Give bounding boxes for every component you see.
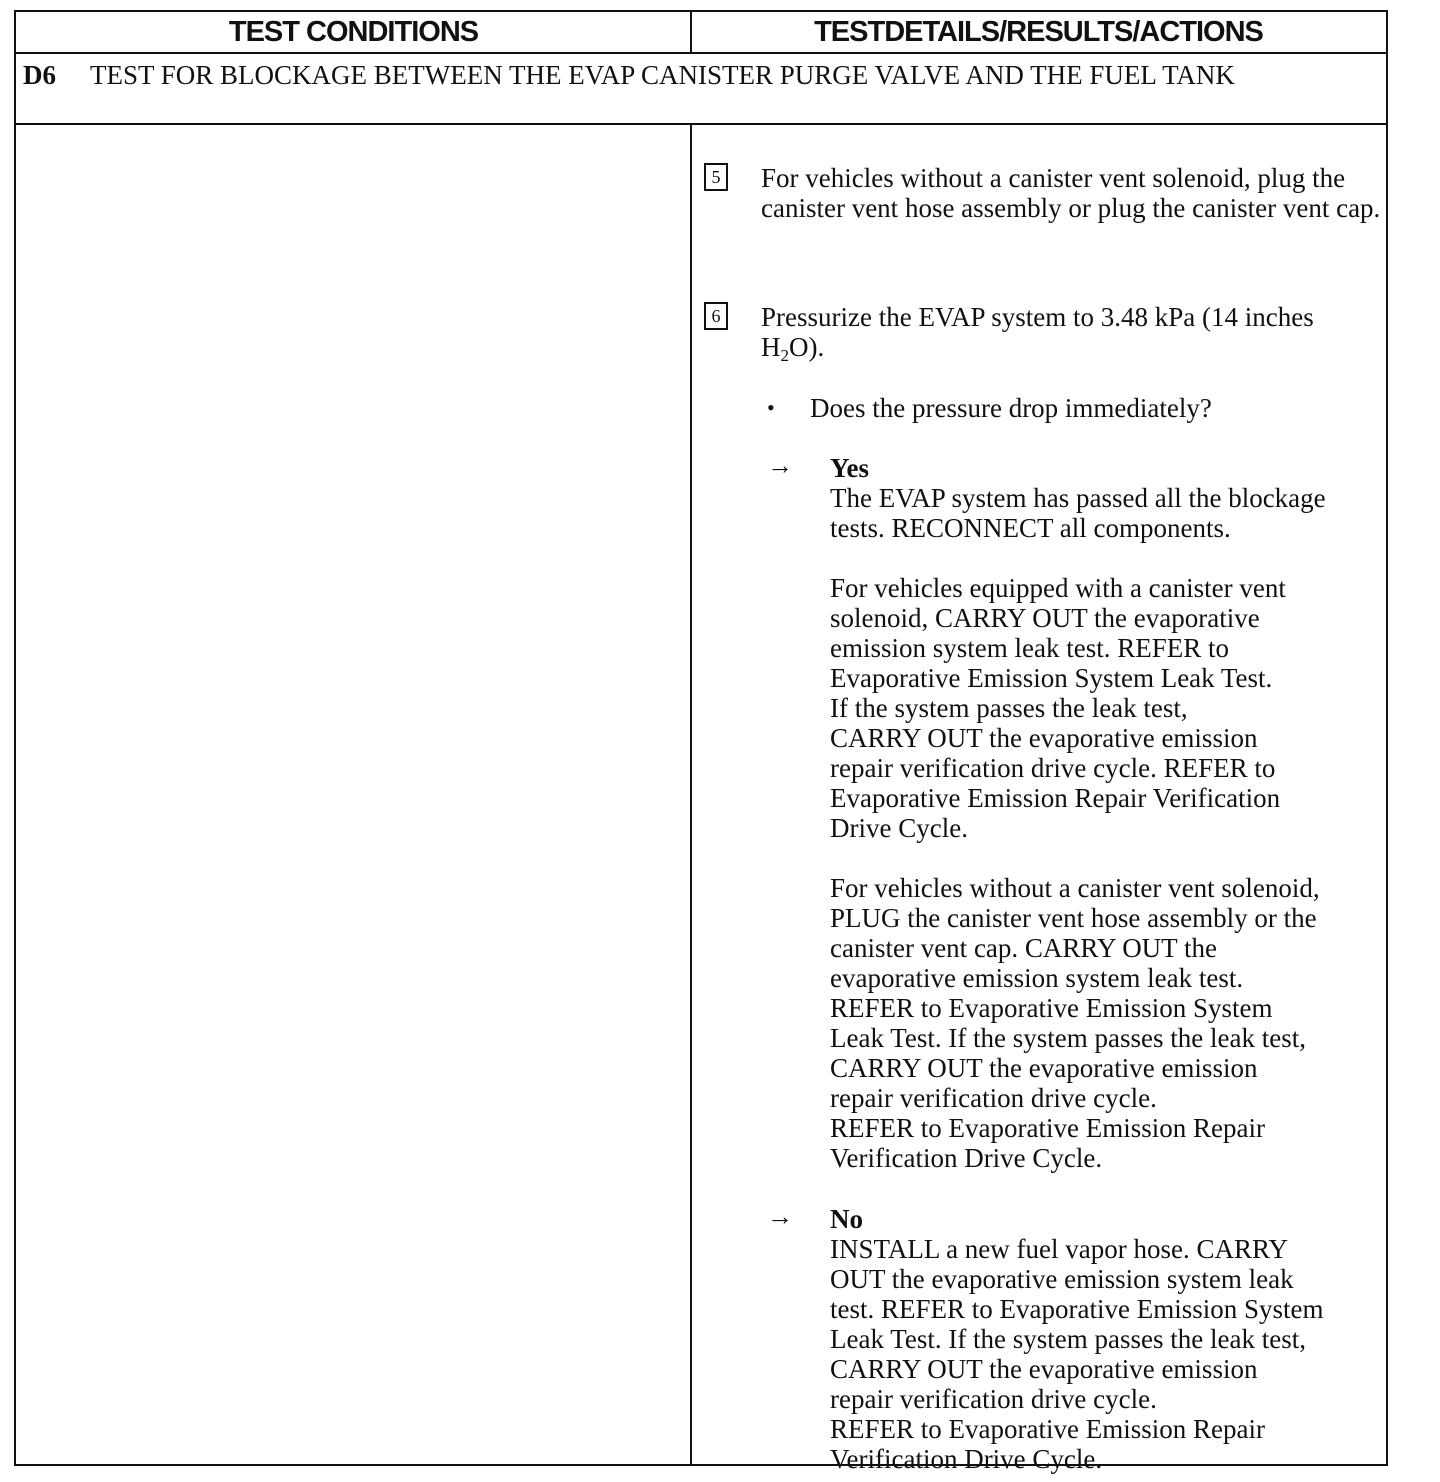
yes-equipped-text: For vehicles equipped with a canister vent solenoid, CARRY OUT the evaporative emission system leak test. REFER to Evaporative Emission System Leak Test. If the system passes the leak test, CARRY OUT the evaporative emission repair verification drive cycle. REFER to Evaporative Emission Repair Verification Drive Cycle. xyxy=(830,573,1286,843)
table-header xyxy=(16,12,1386,54)
action-step-text xyxy=(761,302,1381,365)
step-title-row xyxy=(16,54,1386,125)
header-test-details: TESTDETAILS/RESULTS/ACTIONS xyxy=(814,16,1263,48)
no-label: No xyxy=(830,1204,863,1234)
arrow-right-icon: → xyxy=(767,1202,793,1231)
diagnostic-table xyxy=(14,10,1388,1474)
arrow-right-icon: → xyxy=(767,451,793,480)
action-step-text-part: O). xyxy=(789,332,825,362)
subscript-two: 2 xyxy=(780,346,789,365)
yes-result-text: The EVAP system has passed all the blockage tests. RECONNECT all components. xyxy=(830,483,1326,543)
action-step-text: For vehicles without a canister vent solenoid, plug the canister vent hose assembly or plug the canister vent cap. xyxy=(761,163,1381,223)
bullet-icon: • xyxy=(767,395,775,420)
step-title: TEST FOR BLOCKAGE BETWEEN THE EVAP CANISTER PURGE VALVE AND THE FUEL TANK xyxy=(90,60,1235,90)
no-result-text: INSTALL a new fuel vapor hose. CARRY OUT the evaporative emission system leak test. REFER to Evaporative Emission System Leak Test. If the system passes the leak test, CARRY OUT the evaporative emission repair verification drive cycle. REFER to Evaporative Emission Repair Verification Drive Cycle. xyxy=(830,1234,1324,1474)
header-test-conditions: TEST CONDITIONS xyxy=(228,16,479,48)
step-id: D6 xyxy=(23,60,56,90)
action-step-text-part: Pressurize the EVAP system to 3.48 kPa (14 inches H xyxy=(761,302,1314,362)
header-column-divider xyxy=(690,12,692,52)
step-number-box: 5 xyxy=(704,163,728,191)
test-details-cell xyxy=(692,125,1386,1474)
question-text: Does the pressure drop immediately? xyxy=(810,393,1212,423)
step-number-box: 6 xyxy=(704,302,728,330)
yes-label: Yes xyxy=(830,453,869,483)
yes-without-text: For vehicles without a canister vent solenoid, PLUG the canister vent hose assembly or the canister vent cap. CARRY OUT the evaporative emission system leak test. REFER to Evaporative Emission System Leak Test. If the system passes the leak test, CARRY OUT the evaporative emission repair verification drive cycle. REFER to Evaporative Emission Repair Verification Drive Cycle. xyxy=(830,873,1320,1173)
